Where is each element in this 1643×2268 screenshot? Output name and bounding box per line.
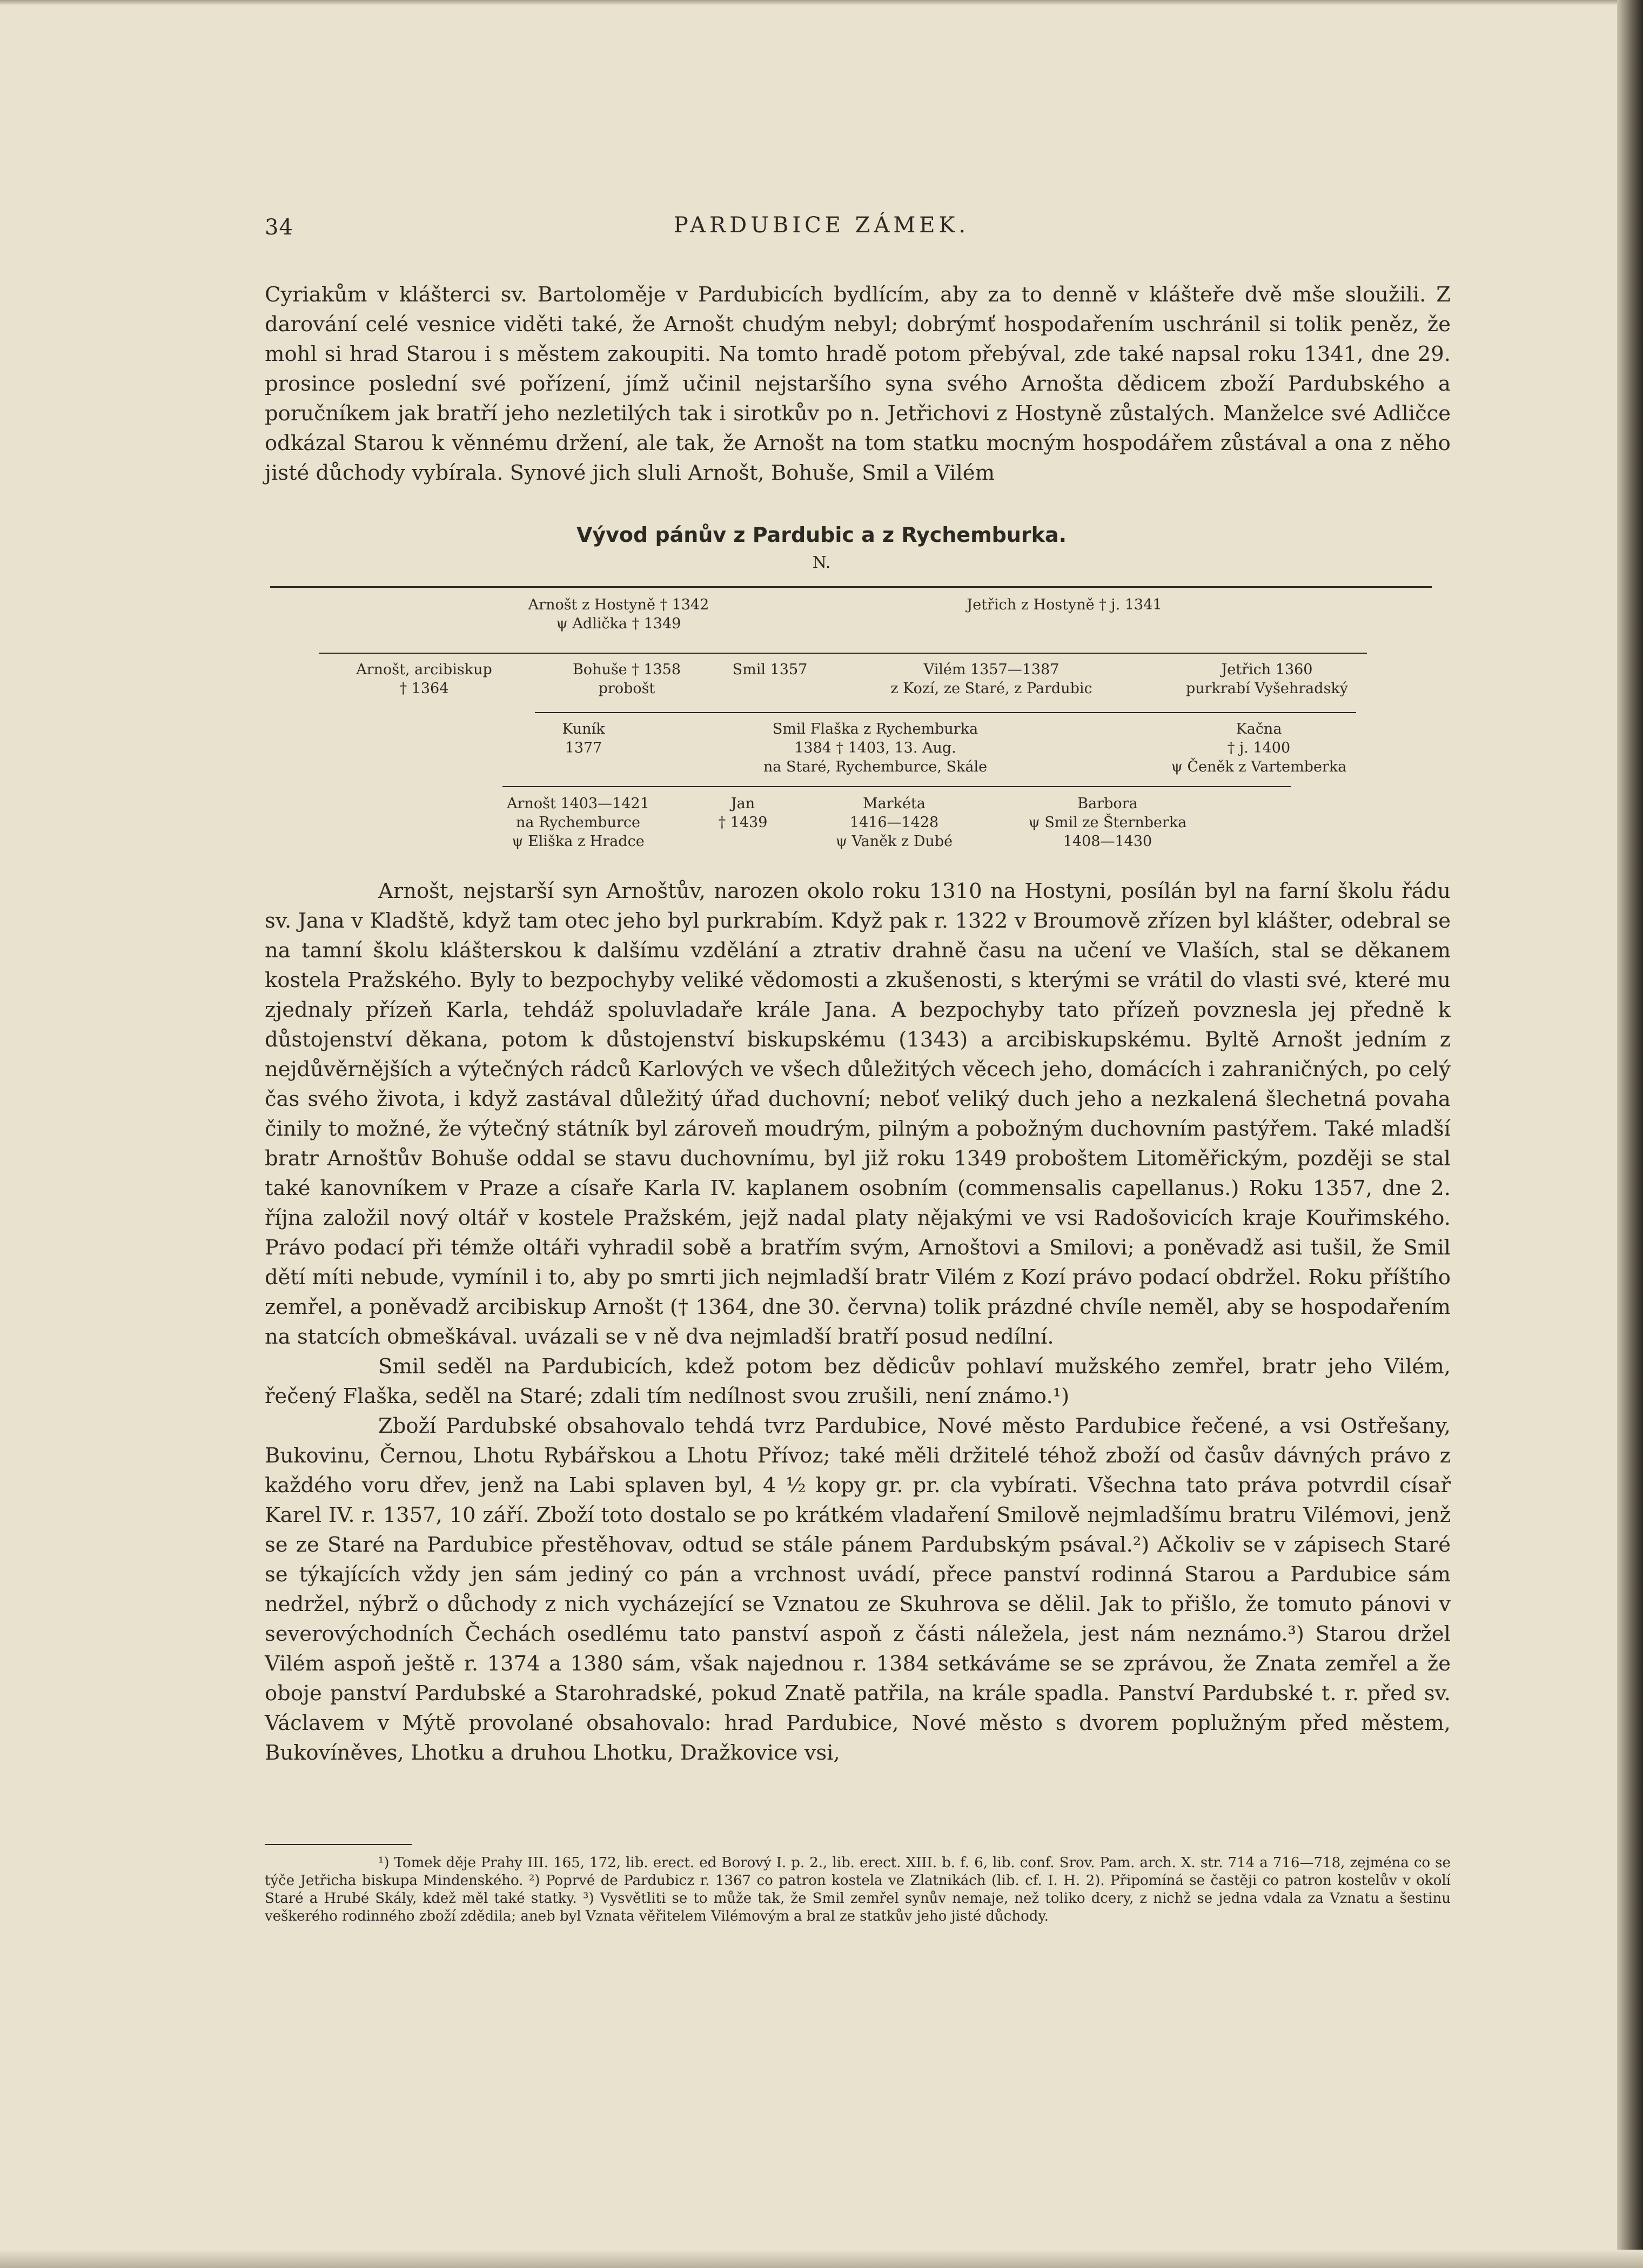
- paragraph: Smil seděl na Pardubicích, kdež potom bez dědicův pohlaví mužského zemřel, bratr jeho Vilém, řečený Flaška, seděl na Staré; zdali tím nedílnost svou zrušili, není známo.¹): [265, 1354, 1451, 1408]
- tree-node: Jan † 1439: [718, 795, 768, 831]
- page-top-edge: [0, 0, 1643, 5]
- tree-node: Barbora ψ Smil ze Šternberka 1408—1430: [1028, 795, 1187, 850]
- tree-node: Arnošt z Hostyně † 1342 ψ Adlička † 1349: [528, 596, 709, 632]
- tree-node: Smil Flaška z Rychemburka 1384 † 1403, 13. Aug. na Staré, Rychemburce, Skále: [763, 721, 988, 775]
- page-number: 34: [265, 215, 293, 240]
- paragraph: Arnošt, nejstarší syn Arnoštův, narozen okolo roku 1310 na Hostyni, posílán byl na farní školu řádu sv. Jana v Kladště, když tam otec jeho byl purkrabím. Když pak r. 1322 v Broumově zřízen byl klášter, odebral se na tamní školu klášterskou k dalšímu vzdělání a ztrativ drahně času na učení ve Vlaších, stal se děkanem kostela Pražského. Byly to bezpochyby veliké vědomosti a zkušenosti, s kterými se vrátil do vlasti své, které mu zjednaly přízeň Karla, tehdáž spoluvladaře krále Jana. A bezpochyby tato přízeň povznesla jej předně k důstojenství děkana, potom k důstojenství biskupskému (1343) a arcibiskupskému. Byltě Arnošt jedním z nejdůvěrnějších a výtečných rádců Karlových ve všech důležitých věcech jeho, domácích i zahraničných, po celý čas svého života, i když zastával důležitý úřad duchovní; neboť veliký duch jeho a nezkalená šlechetná povaha činily to možné, že výtečný státník byl zároveň moudrým, pilným a pobožným duchovním pastýřem. Také mladší bratr Arnoštův Bohuše oddal se stavu duchovnímu, byl již roku 1349 proboštem Litoměřickým, později se stal také kanovníkem v Praze a císaře Karla IV. kaplanem osobním (commensalis capellanus.) Roku 1357, dne 2. října založil nový oltář v kostele Pražském, jejž nadal platy nějakými ve vsi Radošovicích kraje Kouřimského. Právo podací při témže oltáři vyhradil sobě a bratřím svým, Arnoštovi a Smilovi; a poněvadž asi tušil, že Smil dětí míti nebude, vymínil i to, aby po smrti jich nejmladší bratr Vilém z Kozí právo podací obdržel. Roku příštího zemřel, a poněvadž arcibiskup Arnošt († 1364, dne 30. června) tolik prázdné chvíle neměl, aby se hospodařením na statcích obmeškával. uvázali se v ně dva nejmladší bratří posud nedílní.: [265, 879, 1451, 1349]
- tree-node: Bohuše † 1358 probošt: [572, 661, 681, 697]
- paragraph: Zboží Pardubské obsahovalo tehdá tvrz Pardubice, Nové město Pardubice řečené, a vsi Ostřešany, Bukovinu, Černou, Lhotu Rybářskou a Lhotu Přívoz; také měli držitelé téhož zboží od časův dávných právo z každého voru dřev, jenž na Labi splaven byl, 4 ½ kopy gr. pr. cla vybírati. Všechna tato práva potvrdil císař Karel IV. r. 1357, 10 září. Zboží toto dostalo se po krátkém vladaření Smilově nejmladšímu bratru Vilémovi, jenž se ze Staré na Pardubice přestěhovav, odtud se stále pánem Pardubským psával.²) Ačkoliv se v zápisech Staré se týkajících vždy jen sám jediný co pán a vrchnost uvádí, přece panství rodinná Starou a Pardubice sám nedržel, nýbrž o důchody z nich vycházející se Vznatou ze Skuhrova se dělil. Jak to přišlo, že tomuto pánovi v severovýchodních Čechách osedlému tato panství aspoň z části náležela, jest nám neznámo.³) Starou držel Vilém aspoň ještě r. 1374 a 1380 sám, však najednou r. 1384 setkáváme se se zprávou, že Znata zemřel a že oboje panství Pardubské a Starohradské, pokud Znatě patřila, na krále spadla. Panství Pardubské t. r. před sv. Václavem v Mýtě provolané obsahovalo: hrad Pardubice, Nové město s dvorem poplužným před městem, Bukovíněves, Lhotku a druhou Lhotku, Dražkovice vsi,: [265, 1414, 1451, 1765]
- footnote-divider: [265, 1844, 412, 1845]
- tree-node: Markéta 1416—1428 ψ Vaněk z Dubé: [835, 795, 953, 850]
- footnote-text: ¹) Tomek děje Prahy III. 165, 172, lib. erect. ed Borový I. p. 2., lib. erect. XIII. b. f. 6, lib. conf. Srov. Pam. arch. X. str. 714 a 716—718, zejména co se týče Jetřicha biskupa Mindenského. ²) Poprvé de Pardubicz r. 1367 co patron kostela ve Zlatnikách (lib. cf. I. H. 2). Připomíná se častěji co patron kostelův v okolí Staré a Hrubé Skály, kdež měl také statky. ³) Vysvětliti se to může tak, že Smil zemřel synův nemaje, než toliko dcery, z nichž se jedna vdala za Vznatu a šestinu veškerého rodinného zboží zdědila; aneb byl Vznata věřitelem Vilémovým a bral ze statkův jeho jisté důchody.: [265, 1855, 1451, 1924]
- tree-node: Smil 1357: [732, 661, 808, 678]
- tree-node: Jetřich z Hostyně † j. 1341: [967, 596, 1162, 613]
- tree-node: Kuník 1377: [562, 721, 605, 756]
- genealogy-root: N.: [812, 553, 831, 572]
- tree-node: Arnošt, arcibiskup † 1364: [356, 661, 492, 697]
- footnotes: [265, 1854, 1451, 1925]
- tree-rule: [502, 786, 1291, 787]
- tree-rule: [535, 712, 1356, 713]
- paragraph: Cyriakům v klášterci sv. Bartoloměje v Pardubicích bydlícím, aby za to denně v klášteře dvě mše sloužili. Z darování celé vesnice viděti také, že Arnošt chudým nebyl; dobrýmť hospodařením uschránil si tolik peněz, že mohl si hrad Starou i s městem zakoupiti. Na tomto hradě potom přebýval, zde také napsal roku 1341, dne 29. prosince poslední své pořízení, jímž učinil nejstaršího syna svého Arnošta dědicem zboží Pardubského a poručníkem jak bratří jeho nezletilých tak i sirotkův po n. Jetřichovi z Hostyně zůstalých. Manželce své Adličce odkázal Starou k věnnému držení, ale tak, že Arnošt na tom statku mocným hospodářem zůstával a ona z něho jisté důchody vybírala. Synové jich sluli Arnošt, Bohuše, Smil a Vilém: [265, 283, 1451, 485]
- page-bottom-edge: [0, 2250, 1643, 2268]
- tree-node: Vilém 1357—1387 z Kozí, ze Staré, z Pardubic: [890, 661, 1092, 697]
- genealogy-title: Vývod pánův z Pardubic a z Rychemburka.: [576, 523, 1067, 547]
- tree-rule: [319, 653, 1367, 654]
- tree-rule: [270, 586, 1432, 588]
- book-spine-shadow: [1617, 0, 1643, 2268]
- tree-node: Kačna † j. 1400 ψ Čeněk z Vartemberka: [1171, 721, 1347, 775]
- tree-node: Arnošt 1403—1421 na Rychemburce ψ Eliška z Hradce: [507, 795, 649, 850]
- tree-node: Jetřich 1360 purkrabí Vyšehradský: [1185, 661, 1349, 697]
- text-block-main: [265, 876, 1451, 1768]
- text-block-top: [265, 280, 1451, 488]
- running-title: PARDUBICE ZÁMEK.: [673, 213, 970, 238]
